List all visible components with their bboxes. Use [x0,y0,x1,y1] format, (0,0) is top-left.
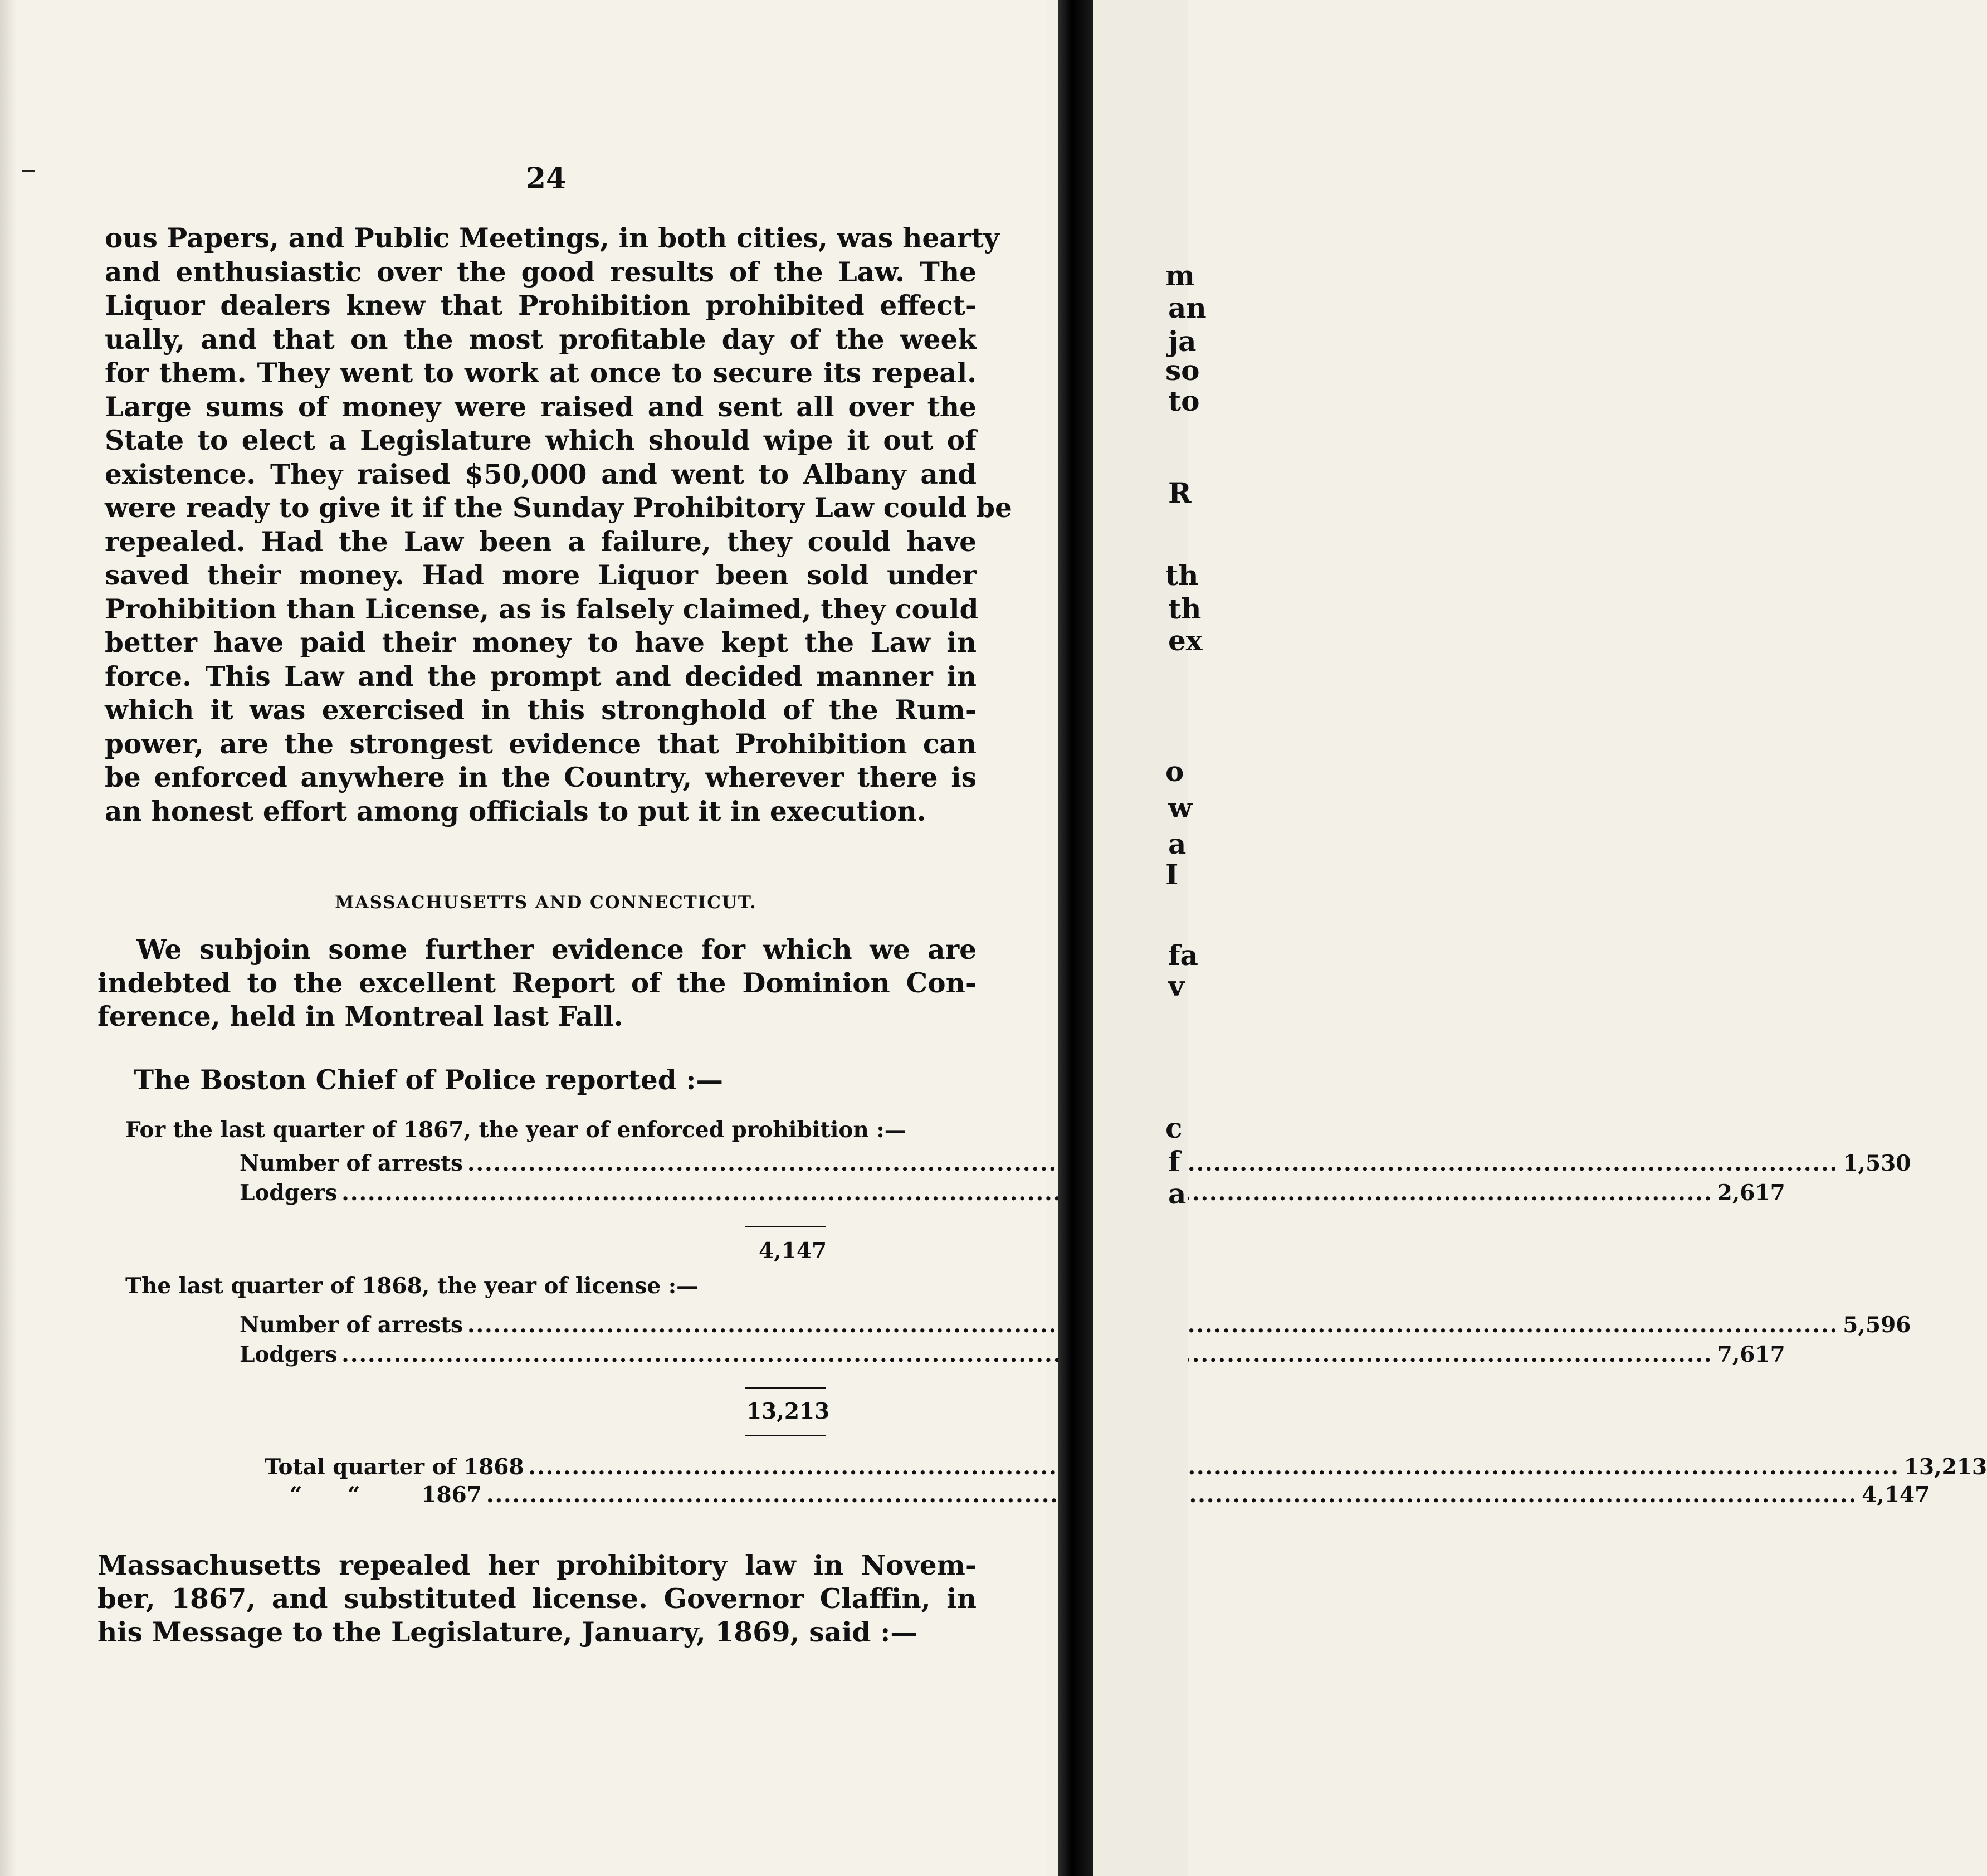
q1868-lodgers-value: 7,617 [1717,1342,1785,1367]
text-line: were ready to give it if the Sunday Prohibitory Law could be [105,492,1012,524]
adjacent-page-fragment: th [1168,592,1202,625]
text-line: an honest effort among officials to put it in execution. [105,795,926,827]
text-line: Prohibition than License, as is falsely claimed, they could [105,593,979,625]
text-line: indebted to the excellent Report of the Dominion Con- [97,967,977,999]
total-1867-value: 4,147 [1862,1482,1930,1508]
ditto-marks: “ “ [290,1482,360,1508]
q1867-lodgers-value: 2,617 [1717,1180,1785,1206]
q1868-arrests-row [240,1312,1911,1338]
boston-intro: The Boston Chief of Police reported :— [134,1064,723,1096]
adjacent-page-fragment: so [1165,354,1200,387]
q1867-arrests-label: Number of arrests [240,1151,463,1176]
page-number: 24 [525,162,567,196]
text-line: be enforced anywhere in the Country, wherever there is [105,762,977,793]
adjacent-page-fragment: w [1168,791,1193,824]
adjacent-page-fragment: an [1168,291,1207,324]
q1868-arrests-value: 5,596 [1843,1312,1911,1338]
adjacent-page-fragment: c [1165,1112,1183,1144]
leader-dots [529,1454,1900,1480]
paragraph-3 [97,1549,977,1649]
text-line: better have paid their money to have kept the Law in [105,627,977,659]
text-line: ber, 1867, and substituted license. Governor Claffin, in [97,1583,977,1615]
text-line: which it was exercised in this stronghold of the Rum- [105,694,977,726]
adjacent-page-fragment: I [1165,858,1179,891]
adjacent-page-fragment: f [1168,1145,1180,1178]
text-line: Large sums of money were raised and sent all over the [105,391,977,423]
text-line: ous Papers, and Public Meetings, in both cities, was hearty [105,222,999,254]
adjacent-page-fragment: o [1165,755,1184,788]
adjacent-page-fragment: fa [1168,939,1198,972]
text-line: existence. They raised $50,000 and went to Albany and [105,458,977,490]
adjacent-page-fragment: a [1168,827,1187,860]
leader-dots [341,1177,1712,1210]
adjacent-page-fragment: v [1168,969,1185,1002]
text-line: his Message to the Legislature, January, 1869, said :— [97,1616,917,1648]
adjacent-page-fragment: a [1168,1177,1187,1210]
total-1867-label: 1867 [421,1482,482,1508]
q1867-arrests-row [240,1151,1911,1176]
adjacent-page-fragment: ja [1168,325,1197,358]
q1867-total: 4,147 [759,1238,827,1264]
leader-dots [341,1342,1712,1367]
sum-rule [745,1226,826,1227]
text-line: saved their money. Had more Liquor been sold under [105,559,977,591]
total-1868-value: 13,213 [1903,1454,1987,1480]
q1867-lodgers-row [240,1180,1785,1206]
q1867-arrests-value: 1,530 [1843,1151,1911,1176]
text-line: State to elect a Legislature which should wipe it out of [105,425,977,456]
section-heading: MASSACHUSETTS AND CONNECTICUT. [335,893,757,913]
text-line: force. This Law and the prompt and decided manner in [105,660,977,693]
text-line: and enthusiastic over the good results of the Law. The [105,256,977,288]
text-line: for them. They went to work at once to secure its repeal. [105,357,977,389]
paragraph-1 [105,222,1012,829]
text-line: Massachusetts repealed her prohibitory law in Novem- [97,1549,977,1581]
book-gutter [1058,0,1093,1876]
adjacent-page-fragment: ex [1168,624,1203,657]
q1867-lodgers-label: Lodgers [240,1180,338,1206]
adjacent-page-fragment: R [1168,476,1192,509]
q1868-total: 13,213 [746,1399,830,1424]
total-1867-row [290,1482,1930,1508]
q1868-arrests-label: Number of arrests [240,1312,463,1338]
text-line: Liquor dealers knew that Prohibition prohibited effect- [105,290,977,321]
adjacent-page-fragment: to [1168,384,1200,417]
q1868-lodgers-row [240,1342,1785,1367]
paragraph-2 [97,933,977,1034]
total-1868-label: Total quarter of 1868 [265,1454,524,1480]
text-line: We subjoin some further evidence for which we are [136,934,977,966]
adjacent-page-edge [1093,0,1207,1876]
text-line: ference, held in Montreal last Fall. [97,1001,623,1032]
total-1868-row [265,1454,1987,1480]
q1868-intro: The last quarter of 1868, the year of license :— [125,1273,699,1299]
q1868-lodgers-label: Lodgers [240,1342,338,1367]
sum-rule [745,1387,826,1389]
adjacent-page-fragment: m [1165,259,1195,292]
text-line: power, are the strongest evidence that Prohibition can [105,728,977,760]
q1867-intro: For the last quarter of 1867, the year of enforced prohibition :— [125,1117,906,1143]
text-line: ually, and that on the most profitable day of the week [105,323,977,355]
sum-rule [745,1435,826,1436]
page-edge-shadow [0,0,17,1876]
text-line: repealed. Had the Law been a failure, they could have [105,525,977,558]
adjacent-page-fragment: th [1165,559,1199,592]
